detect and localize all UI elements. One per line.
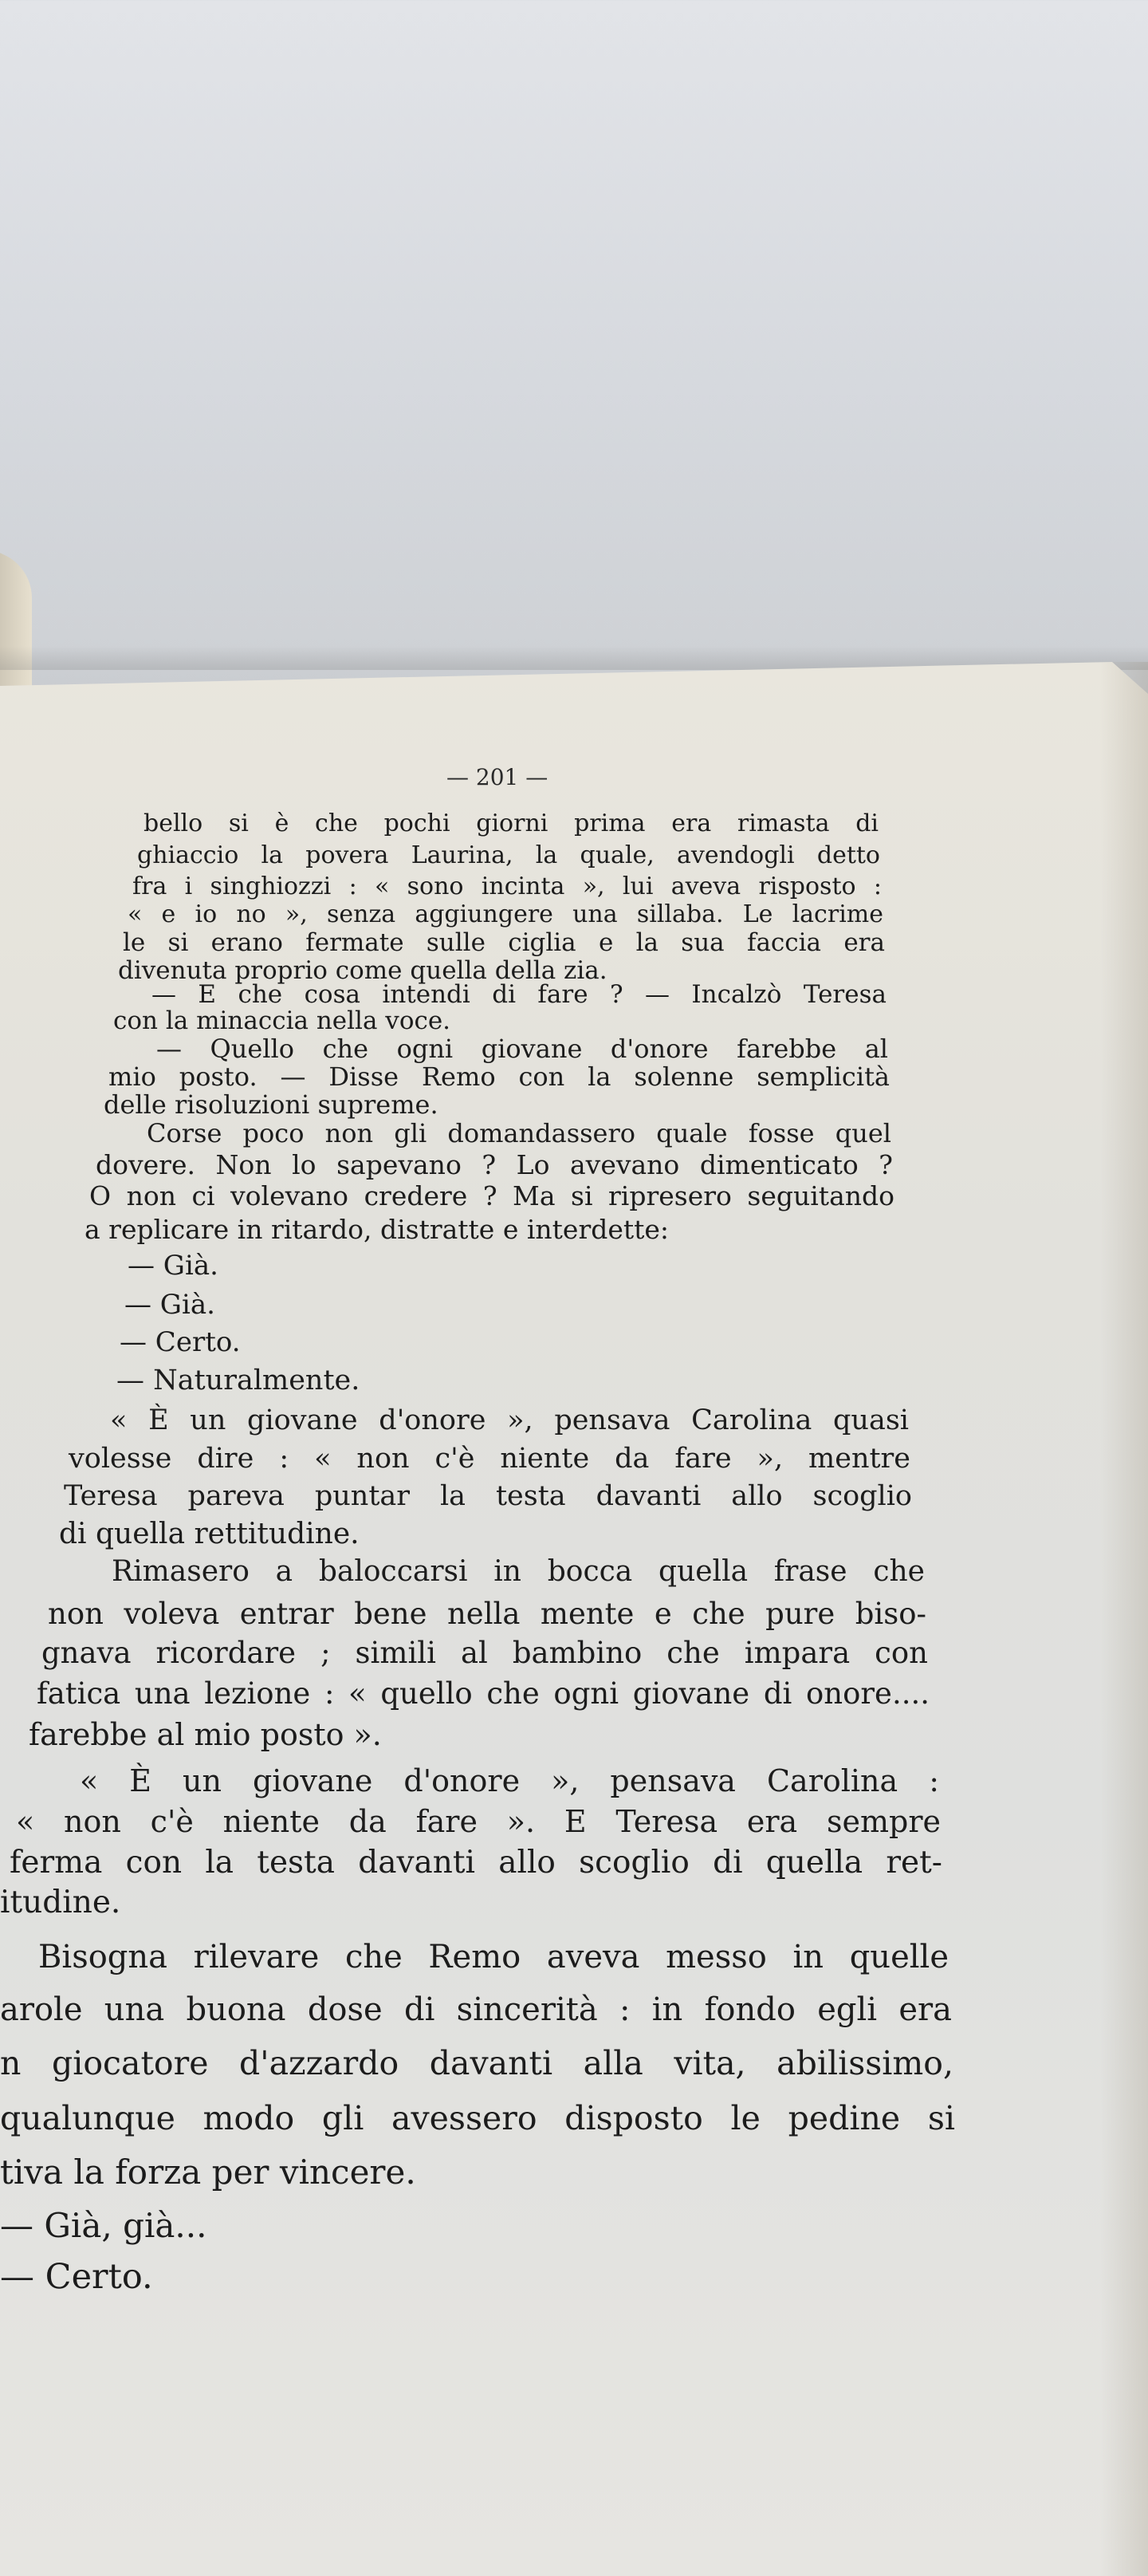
- text-line: « non c'è niente da fare ». E Teresa era sempre: [16, 1804, 941, 1839]
- text-line: volesse dire : « non c'è niente da fare », mentre: [69, 1443, 910, 1475]
- text-line: Rimasero a baloccarsi in bocca quella frase che: [112, 1555, 925, 1588]
- text-line: con la minaccia nella voce.: [113, 1006, 451, 1035]
- text-line: bello si è che pochi giorni prima era rimasta di: [144, 809, 879, 837]
- text-line: « È un giovane d'onore », pensava Carolina quasi: [110, 1404, 909, 1436]
- text-line: — Già.: [128, 1250, 218, 1282]
- text-line: fatica una lezione : « quello che ogni giovane di onore....: [37, 1676, 930, 1711]
- text-line: — Naturalmente.: [116, 1365, 360, 1396]
- text-line: « È un giovane d'onore », pensava Carolina :: [80, 1763, 939, 1798]
- text-line: qualunque modo gli avessero disposto le pedine si: [0, 2099, 955, 2137]
- page-edge: [1100, 662, 1148, 2576]
- text-line: le si erano fermate sulle ciglia e la sua faccia era: [123, 928, 885, 957]
- text-line: non voleva entrar bene nella mente e che pure biso-: [48, 1597, 926, 1631]
- text-line: mio posto. — Disse Remo con la solenne semplicità: [108, 1062, 890, 1092]
- text-line: — Certo.: [0, 2257, 153, 2297]
- text-line: — Certo.: [120, 1326, 241, 1358]
- text-line: ferma con la testa davanti allo scoglio di quella ret-: [10, 1845, 942, 1881]
- text-line: di quella rettitudine.: [59, 1518, 360, 1550]
- text-line: n giocatore d'azzardo davanti alla vita, abilissimo,: [0, 2044, 953, 2082]
- text-line: — E che cosa intendi di fare ? — Incalzò Teresa: [151, 980, 887, 1009]
- text-line: gnava ricordare ; simili al bambino che impara con: [41, 1636, 928, 1670]
- text-line: tiva la forza per vincere.: [0, 2153, 416, 2192]
- text-line: — Già.: [124, 1289, 215, 1321]
- text-line: arole una buona dose di sincerità : in fondo egli era: [0, 1991, 952, 2028]
- text-line: O non ci volevano credere ? Ma si ripresero seguitando: [89, 1180, 894, 1211]
- text-line: Teresa pareva puntar la testa davanti allo scoglio: [64, 1480, 912, 1512]
- text-line: itudine.: [0, 1885, 121, 1920]
- text-line: Corse poco non gli domandassero quale fosse quel: [147, 1118, 891, 1148]
- text-line: « e io no », senza aggiungere una sillaba. Le lacrime: [128, 900, 883, 928]
- text-line: dovere. Non lo sapevano ? Lo avevano dimenticato ?: [96, 1149, 893, 1180]
- text-line: ghiaccio la povera Laurina, la quale, avendogli detto: [137, 841, 880, 869]
- page-number: — 201 —: [446, 764, 548, 790]
- text-line: farebbe al mio posto ».: [29, 1717, 382, 1752]
- text-line: delle risoluzioni supreme.: [104, 1089, 438, 1120]
- text-line: fra i singhiozzi : « sono incinta », lui aveva risposto :: [132, 872, 882, 900]
- text-line: — Quello che ogni giovane d'onore farebbe al: [156, 1034, 888, 1064]
- text-line: — Già, già...: [0, 2206, 207, 2245]
- text-line: divenuta proprio come quella della zia.: [118, 956, 607, 985]
- text-line: Bisogna rilevare che Remo aveva messo in quelle: [38, 1939, 949, 1975]
- text-line: a replicare in ritardo, distratte e interdette:: [85, 1214, 670, 1245]
